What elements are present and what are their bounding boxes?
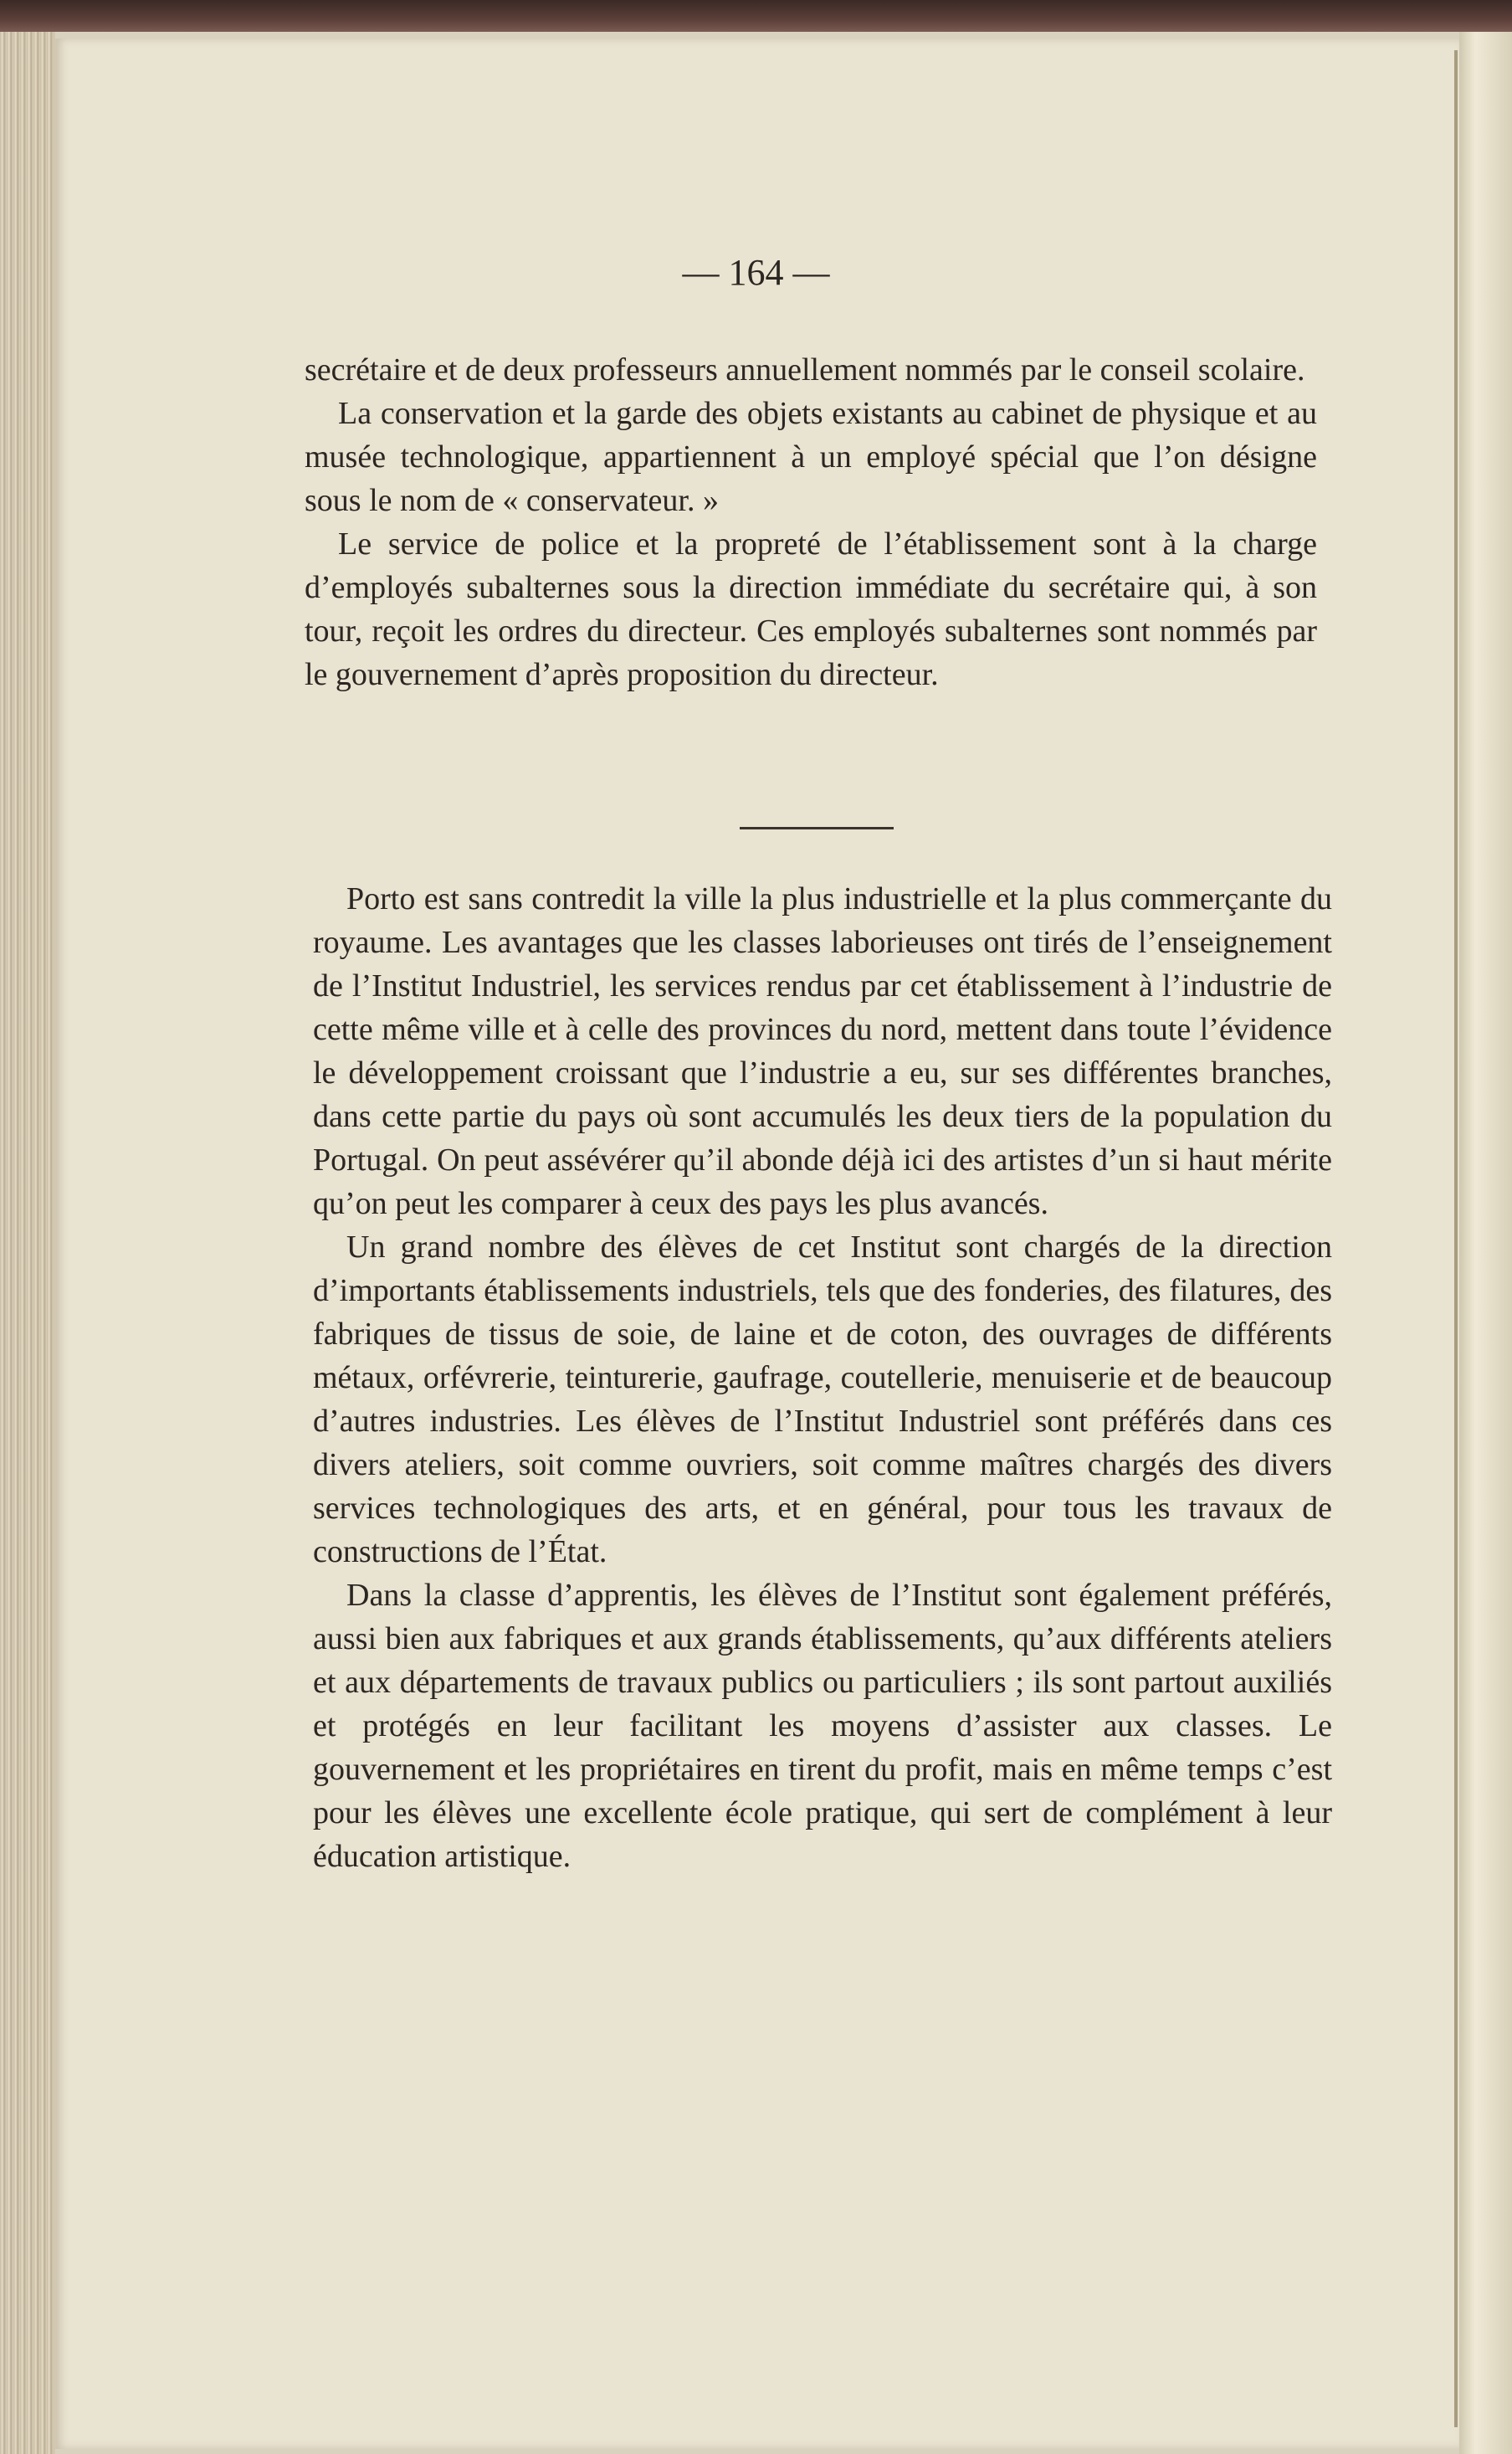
page-number: — 164 — (682, 252, 830, 293)
paragraph: Un grand nombre des élèves de cet Institut sont chargés de la direction d’importants établissements industriels, tels que des fonderies, des filatures, des fabriques de tissus de soie, de laine et de coton, des ouvrages de différents métaux, orfévrerie, teinturerie, gaufrage, coutellerie, menuiserie et de beaucoup d’autres industries. Les élèves de l’Institut Industriel sont préférés dans ces divers ateliers, soit comme ouvriers, soit comme maîtres chargés des divers services technologiques des arts, et en général, pour tous les travaux de constructions de l’État. (313, 1230, 1332, 1569)
binding-strip (0, 0, 1512, 32)
paragraph: Dans la classe d’apprentis, les élèves de l’Institut sont également préférés, aussi bien aux fabriques et aux grands établissements, qu’aux différents ateliers et aux départements de travaux publics ou particuliers ; ils sont partout auxiliés et protégés en leur facilitant les moyens d’assister aux classes. Le gouvernement et les propriétaires en tirent du profit, mais en même temps c’est pour les élèves une excellente école pratique, qui sert de complément à leur éducation artistique. (313, 1578, 1332, 1874)
paragraph: La conservation et la garde des objets existants au cabinet de physique et au musée technologique, appartiennent à un employé spécial que l’on désigne sous le nom de « conservateur. » (305, 396, 1317, 518)
page-fore-edge (0, 32, 55, 2454)
paragraph: Le service de police et la propreté de l’établissement sont à la charge d’employés subalternes sous la direction immédiate du secrétaire qui, à son tour, reçoit les ordres du directeur. Ces employés subalternes sont nommés par le gouvernement d’après proposition du directeur. (305, 526, 1317, 692)
text-section-2 (313, 877, 1332, 1878)
right-gutter (1459, 32, 1512, 2454)
text-section-1 (305, 348, 1317, 696)
paragraph: Porto est sans contredit la ville la plus industrielle et la plus commerçante du royaume. Les avantages que les classes laborieuses ont tirés de l’enseignement de l’Institut Industriel, les services rendus par cet établissement à l’industrie de cette même ville et à celle des provinces du nord, mettent dans toute l’évidence le développement croissant que l’industrie a eu, sur ses différentes branches, dans cette partie du pays où sont accumulés les deux tiers de la population du Portugal. On peut assévérer qu’il abonde déjà ici des artistes d’un si haut mérite qu’on peut les comparer à ceux des pays les plus avancés. (313, 881, 1332, 1221)
section-separator (740, 827, 894, 829)
right-margin-line (1454, 50, 1458, 2427)
paragraph: secrétaire et de deux professeurs annuellement nommés par le conseil scolaire. (305, 352, 1305, 388)
